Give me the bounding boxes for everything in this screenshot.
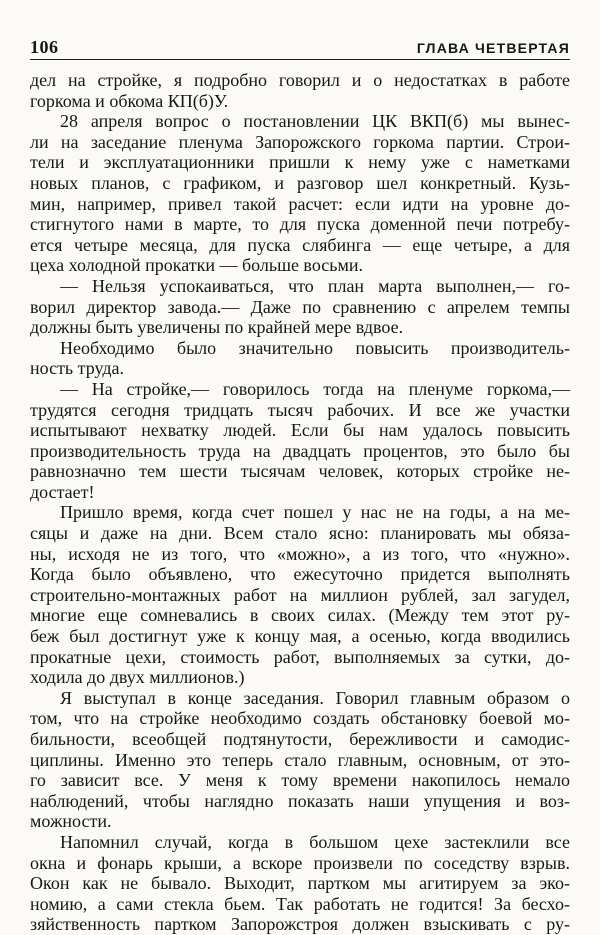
text-line: бильности, всеобщей подтянутости, бережливости и самодис- xyxy=(30,729,570,749)
text-line: трудятся сегодня тридцать тысяч рабочих. И все же участки xyxy=(30,399,570,420)
text-line: ли на заседание пленума Запорожского горкома партии. Строи- xyxy=(30,131,570,152)
text-line: стигнутого нами в марте, то для пуска доменной печи потребу- xyxy=(30,214,570,235)
text-line: равнозначно тем шести тысячам человек, которых стройке не- xyxy=(30,461,570,482)
text-line: — Нельзя успокаиваться, что план марта выполнен,— го- xyxy=(60,275,570,296)
text-line: Необходимо было значительно повысить производитель- xyxy=(60,337,570,358)
text-line: беж был достигнут уже к концу мая, а осенью, когда вводились xyxy=(30,626,570,647)
text-line: ворил директор завода.— Даже по сравнению с апрелем темпы xyxy=(30,296,570,317)
text-line: го зависит все. У меня к тому времени накопилось немало xyxy=(30,770,570,791)
text-line: ность труда. xyxy=(30,358,125,379)
text-line: ется четыре месяца, для пуска слябинга — еще четыре, а для xyxy=(30,234,570,255)
text-line: циплины. Именно это теперь стало главным, основным, от это- xyxy=(30,749,570,770)
text-line: должны быть увеличены по крайней мере вдвое. xyxy=(30,317,404,338)
text-line: производительность труда на двадцать процентов, это было бы xyxy=(30,440,570,461)
text-line: ны, исходя не из того, что «можно», а из того, что «нужно». xyxy=(30,543,570,564)
text-line: Я выступал в конце заседания. Говорил главным образом о xyxy=(60,687,570,708)
text-line: 28 апреля вопрос о постановлении ЦК ВКП(б) мы вынес- xyxy=(60,111,570,132)
chapter-title: ГЛАВА ЧЕТВЕРТАЯ xyxy=(416,40,570,56)
text-line: Пришло время, когда счет пошел у нас не на годы, а на ме- xyxy=(60,502,570,523)
text-line: Напомнил случай, когда в большом цехе застеклили все xyxy=(60,831,570,852)
text-line: тели и эксплуатационники пришли к нему уже с наметками xyxy=(30,152,570,173)
body-text xyxy=(30,70,570,935)
text-line: ходила до двух миллионов.) xyxy=(30,667,245,688)
text-line: новых планов, с графиком, и разговор шел конкретный. Кузь- xyxy=(30,172,570,193)
text-line: номию, а сами стекла бьем. Так работать не годится! За бесхо- xyxy=(30,893,570,914)
text-line: Окон как не бывало. Выходит, партком мы агитируем за эко- xyxy=(30,873,570,894)
text-line: достает! xyxy=(30,481,95,502)
page-header xyxy=(30,37,570,60)
text-line: окна и фонарь крыши, а вскоре произвели по соседству взрыв. xyxy=(30,852,570,873)
text-line: сяцы и даже на дни. Всем стало ясно: планировать мы обяза- xyxy=(30,523,570,544)
text-line: строительно-монтажных работ на миллион рублей, зал загудел, xyxy=(30,584,570,605)
text-line: мин, например, привел такой расчет: если идти на уровне до- xyxy=(30,193,570,214)
text-line: можности. xyxy=(30,811,112,832)
text-line: зяйственность партком Запорожстроя должен взыскивать с ру- xyxy=(30,914,570,935)
text-line: цеха холодной прокатки — больше восьми. xyxy=(30,255,363,276)
text-line: — На стройке,— говорилось тогда на пленуме горкома,— xyxy=(60,378,570,399)
text-line: горкома и обкома КП(б)У. xyxy=(30,90,229,111)
text-line: том, что на стройке необходимо создать обстановку боевой мо- xyxy=(30,708,570,729)
text-line: многие еще сомневались в своих силах. (Между тем этот ру- xyxy=(30,605,570,626)
text-line: Когда было объявлено, что ежесуточно придется выполнять xyxy=(30,564,570,585)
text-line: наблюдений, чтобы наглядно показать наши упущения и воз- xyxy=(30,790,570,811)
text-line: испытывают нехватку людей. Если бы нам удалось повысить xyxy=(30,420,570,441)
text-line: прокатные цехи, стоимость работ, выполняемых за сутки, до- xyxy=(30,646,570,667)
page-number: 106 xyxy=(30,37,59,57)
text-line: дел на стройке, я подробно говорил и о недостатках в работе xyxy=(30,70,570,90)
